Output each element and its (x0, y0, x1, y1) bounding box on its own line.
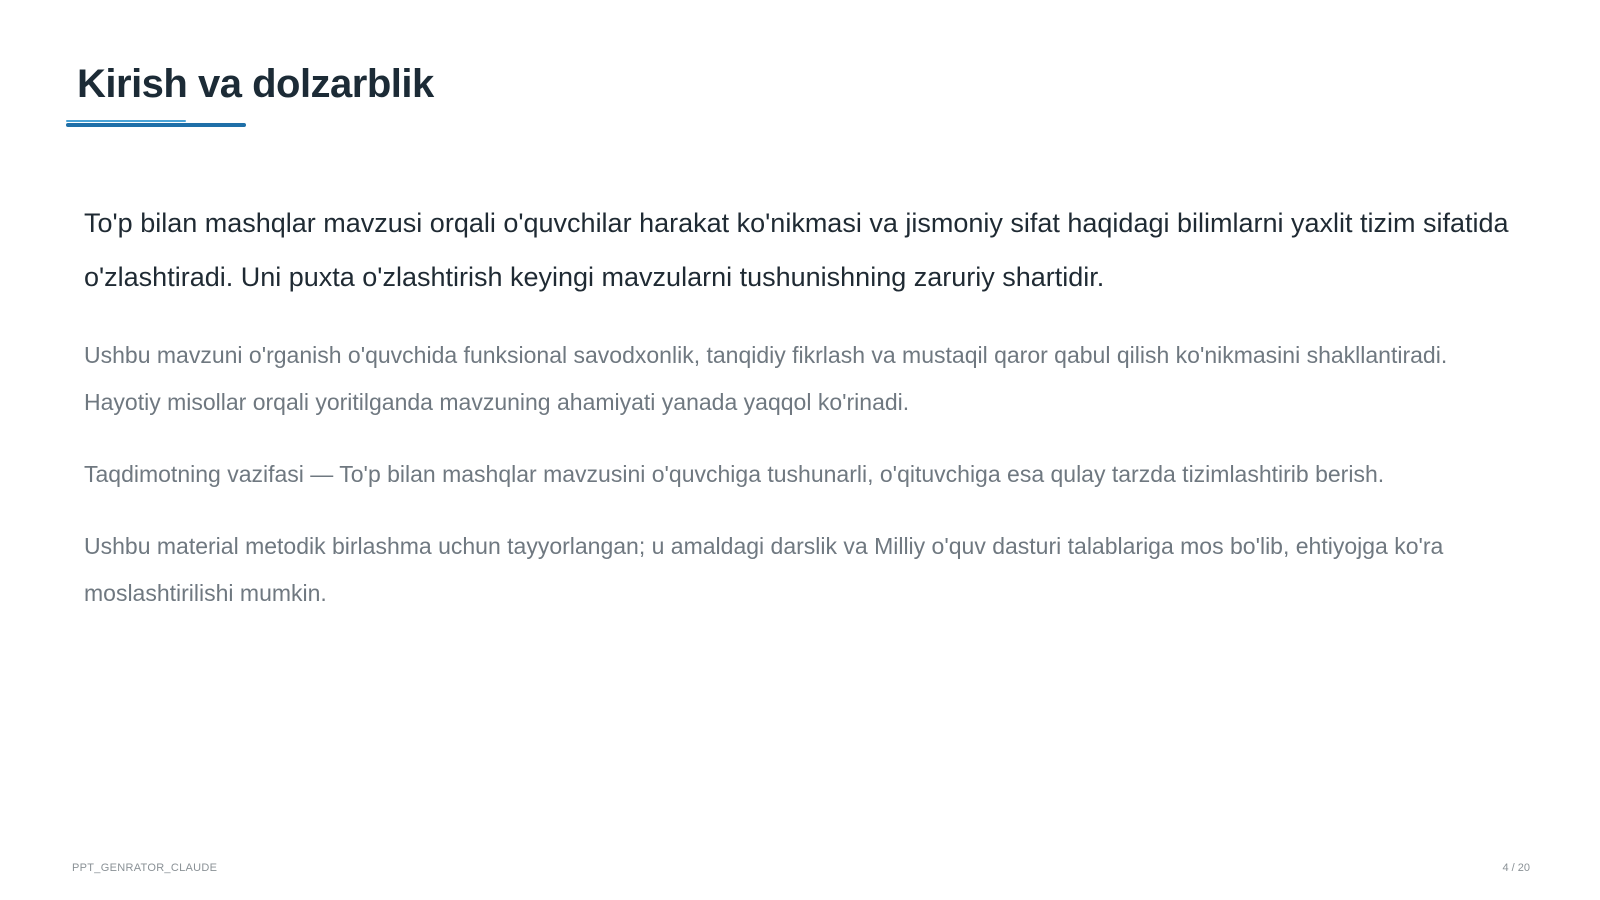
page-number: 4 / 20 (1502, 862, 1530, 874)
body-paragraph-1: Ushbu mavzuni o'rganish o'quvchida funksional savodxonlik, tanqidiy fikrlash va mustaqil qaror qabul qilish ko'nikmasini shakllantiradi. Hayotiy misollar orqali yoritilganda mavzuning ahamiyati yanada yaqqol ko'rinadi. (84, 342, 1448, 415)
title-underline (66, 123, 246, 127)
slide-title: Kirish va dolzarblik (77, 62, 434, 106)
slide-content (84, 196, 1524, 642)
title-underline-accent (66, 120, 186, 122)
body-paragraph-2: Taqdimotning vazifasi — To'p bilan mashqlar mavzusini o'quvchiga tushunarli, o'qituvchiga esa qulay tarzda tizimlashtirib berish. (84, 461, 1385, 487)
footer-brand: PPT_GENRATOR_CLAUDE (72, 862, 218, 874)
lead-paragraph: To'p bilan mashqlar mavzusi orqali o'quvchilar harakat ko'nikmasi va jismoniy sifat haqidagi bilimlarni yaxlit tizim sifatida o'zlashtiradi. Uni puxta o'zlashtirish keyingi mavzularni tushunishning zaruriy shartidir. (84, 208, 1509, 292)
body-paragraph-3: Ushbu material metodik birlashma uchun tayyorlangan; u amaldagi darslik va Milliy o'quv dasturi talablariga mos bo'lib, ehtiyojga ko'ra moslashtirilishi mumkin. (84, 533, 1444, 606)
